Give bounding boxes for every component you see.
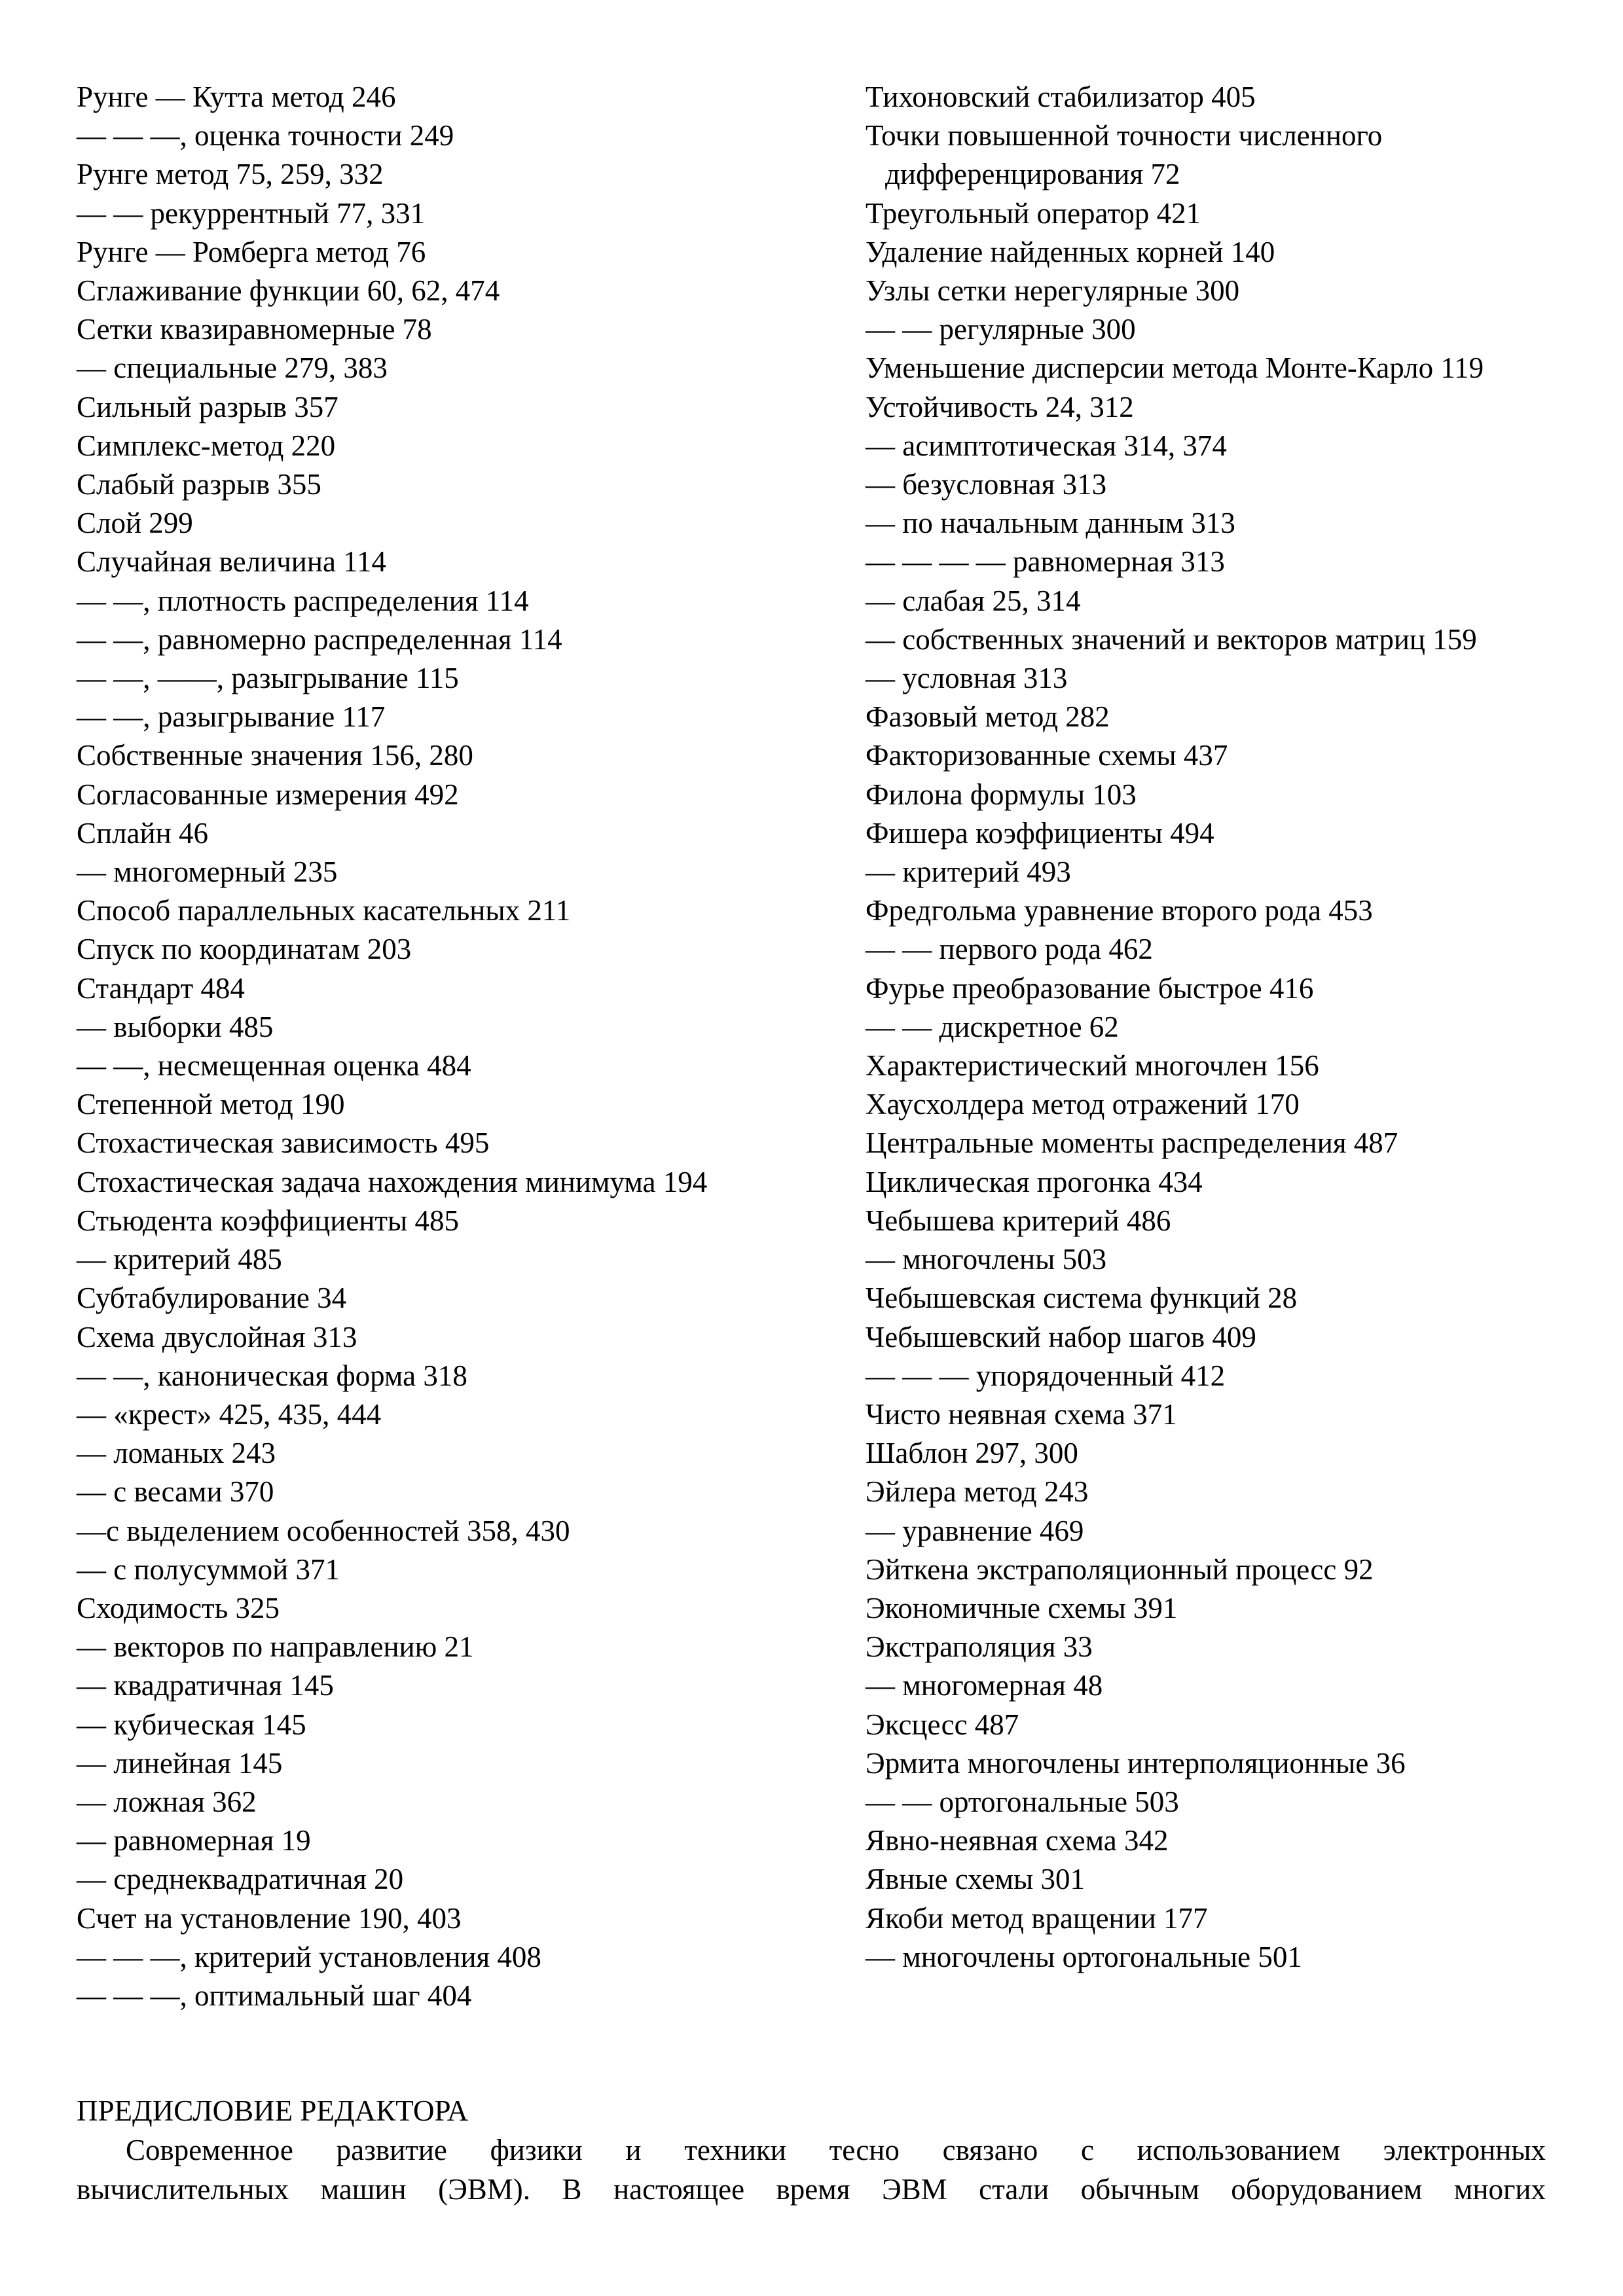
index-entry: Степенной метод 190 xyxy=(77,1088,345,1121)
index-entry: Симплекс-метод 220 xyxy=(77,429,336,462)
index-entry: Эйлера метод 243 xyxy=(866,1475,1089,1509)
index-entry: Способ параллельных касательных 211 xyxy=(77,894,571,927)
index-entry: — — дискретное 62 xyxy=(866,1010,1119,1043)
index-entry: Счет на установление 190, 403 xyxy=(77,1901,462,1935)
index-entry: — многочлены 503 xyxy=(866,1243,1107,1276)
index-entry: Экстраполяция 33 xyxy=(866,1630,1093,1664)
index-entry: Сглаживание функции 60, 62, 474 xyxy=(77,274,500,308)
index-entry: — —, несмещенная оценка 484 xyxy=(77,1049,471,1083)
index-entry: Шаблон 297, 300 xyxy=(866,1437,1078,1470)
index-entry: Чебышевский набор шагов 409 xyxy=(866,1320,1256,1354)
index-entry: Характеристический многочлен 156 xyxy=(866,1049,1319,1083)
index-column-left xyxy=(77,78,849,2015)
index-entry: — ложная 362 xyxy=(77,1785,257,1818)
index-entry: Явные схемы 301 xyxy=(866,1863,1085,1896)
index-entry: Уменьшение дисперсии метода Монте-Карло 119 xyxy=(866,351,1484,385)
index-entry: Филона формулы 103 xyxy=(866,778,1137,811)
index-entry: — многомерный 235 xyxy=(77,855,338,889)
index-entry: — квадратичная 145 xyxy=(77,1669,334,1702)
index-entry: Тихоновский стабилизатор 405 xyxy=(866,81,1256,113)
index-entry: — —, каноническая форма 318 xyxy=(77,1359,467,1392)
index-entry: — многомерная 48 xyxy=(866,1669,1103,1702)
index-entry: Чебышевская система функций 28 xyxy=(866,1282,1298,1315)
index-entry: — безусловная 313 xyxy=(866,468,1107,501)
index-entry: Удаление найденных корней 140 xyxy=(866,235,1275,268)
index-entry: — —, плотность распределения 114 xyxy=(77,584,529,617)
index-entry: Узлы сетки нерегулярные 300 xyxy=(866,274,1240,308)
index-entry: Точки повышенной точности численного дифференцирования 72 xyxy=(866,119,1383,191)
index-entry: — по начальным данным 313 xyxy=(866,507,1235,540)
index-entry: Треугольный оператор 421 xyxy=(866,196,1201,230)
index-entry: Спуск по координатам 203 xyxy=(77,933,412,966)
index-entry: Стьюдента коэффициенты 485 xyxy=(77,1204,460,1237)
index-entry: — многочлены ортогональные 501 xyxy=(866,1940,1302,1973)
index-entry: Хаусхолдера метод отражений 170 xyxy=(866,1088,1300,1121)
index-entry: — — —, критерий установления 408 xyxy=(77,1940,541,1973)
index-entry: Центральные моменты распределения 487 xyxy=(866,1126,1398,1160)
index-entry: Слой 299 xyxy=(77,507,193,540)
index-entry: Чебышева критерий 486 xyxy=(866,1204,1171,1237)
index-entry: — с весами 370 xyxy=(77,1475,274,1509)
index-entry: — —, равномерно распределенная 114 xyxy=(77,622,562,656)
index-entry: Субтабулирование 34 xyxy=(77,1282,347,1315)
index-entry: Устойчивость 24, 312 xyxy=(866,390,1134,423)
index-entry: — критерий 485 xyxy=(77,1243,282,1276)
index-entry: Якоби метод вращении 177 xyxy=(866,1901,1208,1935)
index-entry: — с полусуммой 371 xyxy=(77,1552,340,1586)
index-entry: Фишера коэффициенты 494 xyxy=(866,816,1214,850)
index-entry: — равномерная 19 xyxy=(77,1824,311,1857)
index-entry: — ломаных 243 xyxy=(77,1437,276,1470)
index-entry: Эрмита многочлены интерполяционные 36 xyxy=(866,1746,1406,1780)
index-entry: Явно-неявная схема 342 xyxy=(866,1824,1169,1857)
index-entry: Эксцесс 487 xyxy=(866,1708,1019,1741)
preface-paragraph-line: Современное развитие физики и техники тесно связано с использованием электронных xyxy=(126,2134,1546,2166)
index-entry: —с выделением особенностей 358, 430 xyxy=(77,1514,570,1547)
index-entry: — выборки 485 xyxy=(77,1010,274,1043)
index-entry: — —, разыгрывание 117 xyxy=(77,700,386,734)
index-entry: Эйткена экстраполяционный процесс 92 xyxy=(866,1552,1374,1586)
index-entry: — «крест» 425, 435, 444 xyxy=(77,1397,382,1431)
index-entry: — векторов по направлению 21 xyxy=(77,1630,474,1664)
index-entry: — условная 313 xyxy=(866,662,1068,695)
index-entry: Сходимость 325 xyxy=(77,1591,280,1624)
index-entry: — линейная 145 xyxy=(77,1746,283,1780)
index-entry: Сплайн 46 xyxy=(77,816,208,850)
index-entry: — уравнение 469 xyxy=(866,1514,1084,1547)
index-entry: Согласованные измерения 492 xyxy=(77,778,459,811)
index-entry: Фредгольма уравнение второго рода 453 xyxy=(866,894,1373,927)
index-entry: — — —, оптимальный шаг 404 xyxy=(77,1979,472,2012)
index-entry: Экономичные схемы 391 xyxy=(866,1591,1178,1624)
index-column-right xyxy=(866,78,1599,1977)
index-entry: Циклическая прогонка 434 xyxy=(866,1165,1203,1198)
index-entry: — — — упорядоченный 412 xyxy=(866,1359,1226,1392)
index-entry: — — рекуррентный 77, 331 xyxy=(77,196,426,230)
index-entry: — среднеквадратичная 20 xyxy=(77,1863,404,1896)
index-entry: — — ортогональные 503 xyxy=(866,1785,1179,1818)
index-entry: Фазовый метод 282 xyxy=(866,700,1110,734)
index-entry: — критерий 493 xyxy=(866,855,1071,889)
index-entry: Рунге — Кутта метод 246 xyxy=(77,81,396,113)
index-entry: Сетки квазиравномерные 78 xyxy=(77,313,432,346)
section-heading: ПРЕДИСЛОВИЕ РЕДАКТОРА xyxy=(77,2094,469,2127)
index-entry: — слабая 25, 314 xyxy=(866,584,1081,617)
index-entry: — —, ——, разыгрывание 115 xyxy=(77,662,459,695)
index-entry: — — первого рода 462 xyxy=(866,933,1153,966)
index-entry: Стохастическая зависимость 495 xyxy=(77,1126,490,1160)
index-entry: — специальные 279, 383 xyxy=(77,351,388,385)
index-entry: Факторизованные схемы 437 xyxy=(866,739,1228,772)
index-entry: Собственные значения 156, 280 xyxy=(77,739,473,772)
index-entry: Фурье преобразование быстрое 416 xyxy=(866,971,1314,1005)
index-entry: Рунге метод 75, 259, 332 xyxy=(77,158,384,191)
index-entry: — — —, оценка точности 249 xyxy=(77,119,454,152)
index-entry: Чисто неявная схема 371 xyxy=(866,1397,1177,1431)
index-entry: — кубическая 145 xyxy=(77,1708,306,1741)
index-entry: — собственных значений и векторов матриц 159 xyxy=(866,622,1477,656)
index-entry: — — — — равномерная 313 xyxy=(866,545,1225,579)
index-entry: Стандарт 484 xyxy=(77,971,245,1005)
index-entry: Рунге — Ромберга метод 76 xyxy=(77,235,426,268)
index-entry: Случайная величина 114 xyxy=(77,545,387,579)
index-entry: Стохастическая задача нахождения минимума 194 xyxy=(77,1165,708,1198)
index-entry: — — регулярные 300 xyxy=(866,313,1136,346)
index-entry: Схема двуслойная 313 xyxy=(77,1320,357,1354)
index-entry: Слабый разрыв 355 xyxy=(77,468,321,501)
index-entry: Сильный разрыв 357 xyxy=(77,390,338,423)
index-entry: — асимптотическая 314, 374 xyxy=(866,429,1227,462)
preface-paragraph-line: вычислительных машин (ЭВМ). В настоящее время ЭВМ стали обычным оборудованием многих xyxy=(77,2173,1546,2206)
